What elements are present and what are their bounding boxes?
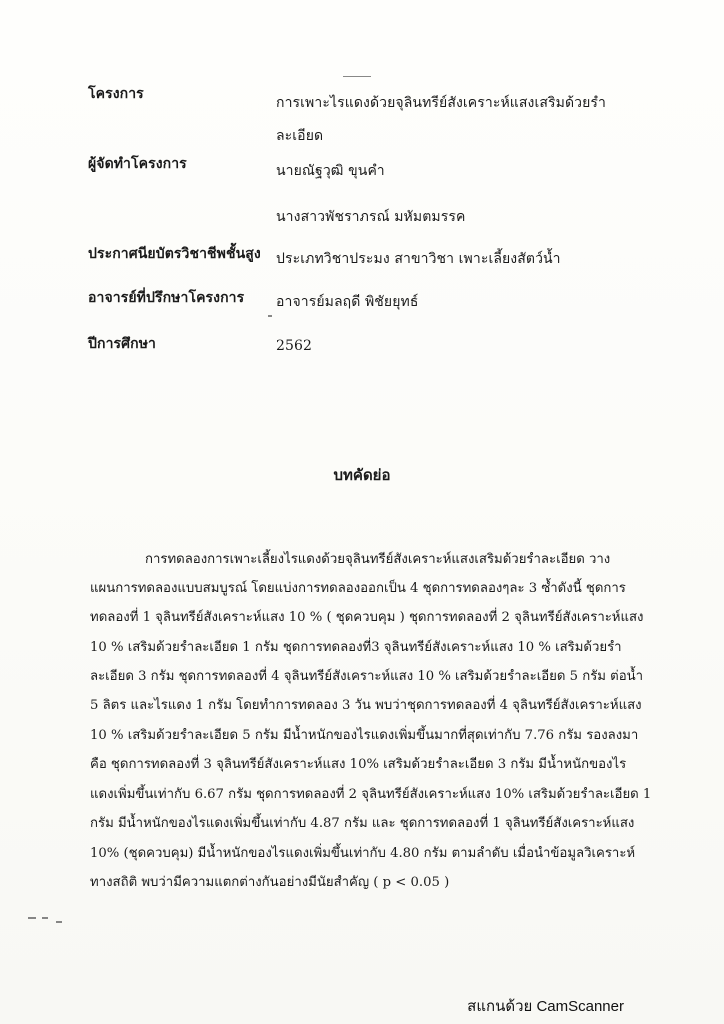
advisor-value: อาจารย์มลฤดี พิชัยยุทธ์ bbox=[276, 294, 419, 310]
abstract-line-5: ละเอียด 3 กรัม ชุดการทดลองที่ 4 จุลินทรีย์สังเคราะห์แสง 10 % เสริมด้วยรำละเอียด 5 กรัม ต่อน้ำ bbox=[90, 669, 644, 684]
certificate-label: ประกาศนียบัตรวิชาชีพชั้นสูง bbox=[88, 246, 261, 262]
abstract-line-7: 10 % เสริมด้วยรำละเอียด 5 กรัม มีน้ำหนักของไรแดงเพิ่มขึ้นมากที่สุดเท่ากับ 7.76 กรัม รองลงมา bbox=[90, 728, 639, 743]
advisor-label: อาจารย์ที่ปรึกษาโครงการ bbox=[88, 290, 245, 306]
abstract-line-3: ทดลองที่ 1 จุลินทรีย์สังเคราะห์แสง 10 % ( ชุดควบคุม ) ชุดการทดลองที่ 2 จุลินทรีย์สังเคราะห์แสง bbox=[90, 610, 644, 625]
abstract-line-2: แผนการทดลองแบบสมบูรณ์ โดยแบ่งการทดลองออกเป็น 4 ชุดการทดลองๆละ 3 ซ้ำดังนี้ ชุดการ bbox=[90, 581, 626, 596]
abstract-title: บทคัดย่อ bbox=[333, 466, 391, 484]
project-title-line1: การเพาะไรแดงด้วยจุลินทรีย์สังเคราะห์แสงเสริมด้วยรำ bbox=[276, 95, 606, 111]
abstract-line-12: ทางสถิติ พบว่ามีความแตกต่างกันอย่างมีนัยสำคัญ ( p < 0.05 ) bbox=[90, 875, 450, 890]
preparer-name-1: นายณัฐวุฒิ ขุนคำ bbox=[276, 163, 385, 179]
scan-artifact-dot bbox=[268, 315, 272, 317]
academic-year-value: 2562 bbox=[276, 338, 313, 354]
scan-artifact-top bbox=[343, 76, 371, 77]
scan-artifact-left-1 bbox=[28, 917, 36, 919]
abstract-line-10: กรัม มีน้ำหนักของไรแดงเพิ่มขึ้นเท่ากับ 4.87 กรัม และ ชุดการทดลองที่ 1 จุลินทรีย์สังเคราะห์แสง bbox=[90, 816, 635, 831]
certificate-value: ประเภทวิชาประมง สาขาวิชา เพาะเลี้ยงสัตว์น้ำ bbox=[276, 251, 561, 267]
project-label: โครงการ bbox=[88, 86, 144, 102]
abstract-line-4: 10 % เสริมด้วยรำละเอียด 1 กรัม ชุดการทดลองที่3 จุลินทรีย์สังเคราะห์แสง 10 % เสริมด้วยรำ bbox=[90, 640, 622, 655]
academic-year-label: ปีการศึกษา bbox=[88, 336, 156, 352]
abstract-line-6: 5 ลิตร และไรแดง 1 กรัม โดยทำการทดลอง 3 วัน พบว่าชุดการทดลองที่ 4 จุลินทรีย์สังเคราะห์แสง bbox=[90, 698, 642, 713]
abstract-line-1: การทดลองการเพาะเลี้ยงไรแดงด้วยจุลินทรีย์สังเคราะห์แสงเสริมด้วยรำละเอียด วาง bbox=[145, 552, 611, 567]
camscanner-watermark: สแกนด้วย CamScanner bbox=[467, 998, 624, 1015]
preparer-label: ผู้จัดทำโครงการ bbox=[88, 156, 187, 172]
scan-artifact-left-2 bbox=[42, 917, 48, 919]
preparer-name-2: นางสาวพัชราภรณ์ มหัมตมรรค bbox=[276, 209, 466, 225]
abstract-line-8: คือ ชุดการทดลองที่ 3 จุลินทรีย์สังเคราะห์แสง 10% เสริมด้วยรำละเอียด 3 กรัม มีน้ำหนักของไร bbox=[90, 757, 627, 772]
abstract-line-9: แดงเพิ่มขึ้นเท่ากับ 6.67 กรัม ชุดการทดลองที่ 2 จุลินทรีย์สังเคราะห์แสง 10% เสริมด้วยรำละเอียด 1 bbox=[90, 787, 652, 802]
abstract-line-11: 10% (ชุดควบคุม) มีน้ำหนักของไรแดงเพิ่มขึ้นเท่ากับ 4.80 กรัม ตามลำดับ เมื่อนำข้อมูลวิเคราะห์ bbox=[90, 846, 636, 861]
project-title-line2: ละเอียด bbox=[276, 128, 324, 144]
scan-artifact-left-3 bbox=[56, 921, 62, 923]
